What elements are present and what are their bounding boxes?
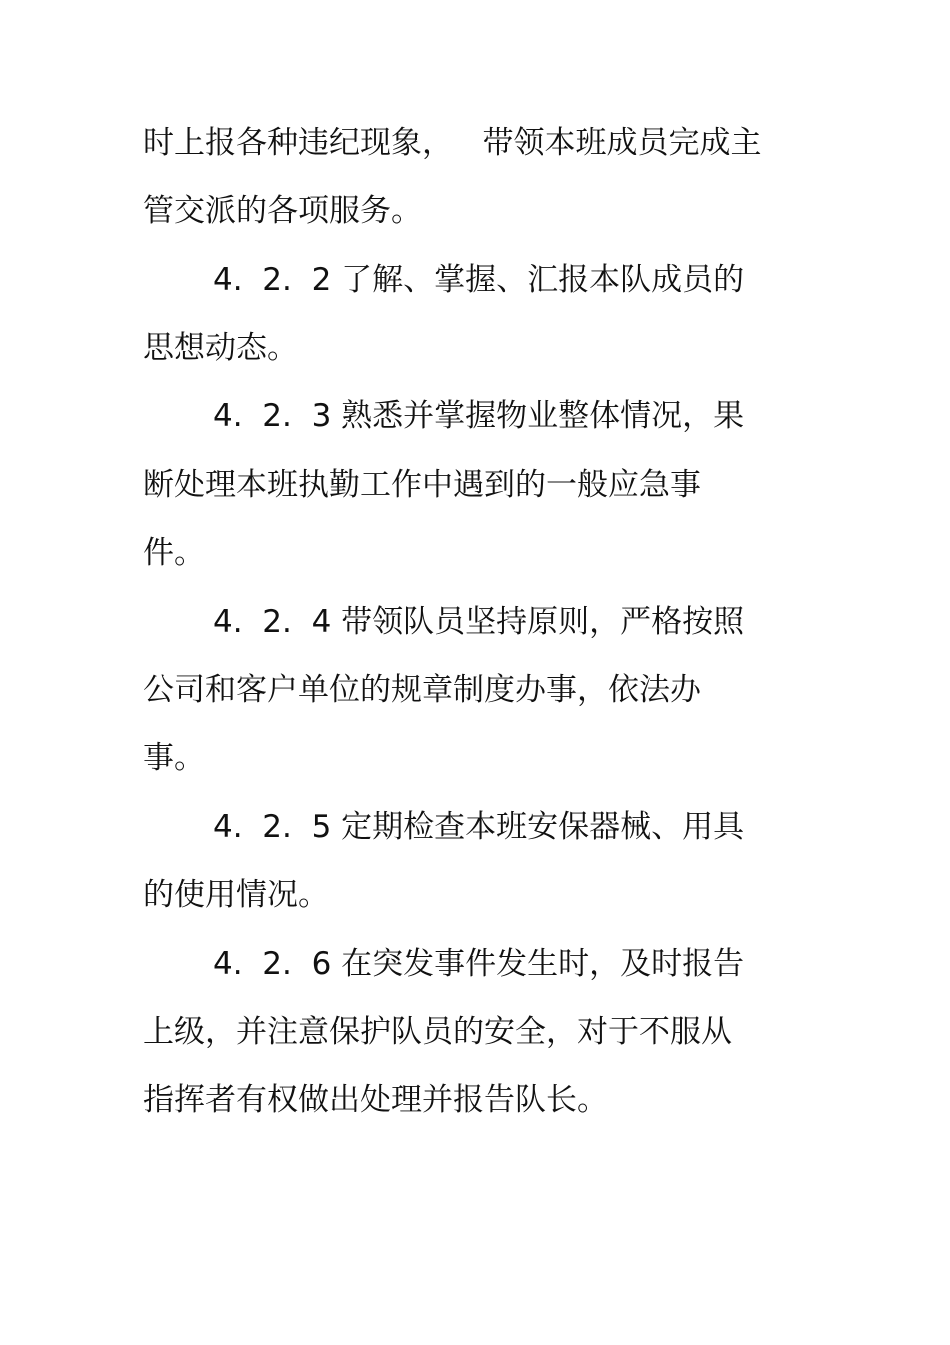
text-line: 件。 — [143, 535, 205, 571]
text-line: 的使用情况。 — [143, 877, 329, 913]
text-line: 上级，并注意保护队员的安全，对于不服从 — [143, 1014, 732, 1050]
clause-4-2-3: 4. 2. 3 熟悉并掌握物业整体情况，果 — [213, 398, 745, 434]
text-line: 指挥者有权做出处理并报告队长。 — [143, 1082, 608, 1118]
clause-4-2-2: 4. 2. 2 了解、掌握、汇报本队成员的 — [213, 262, 745, 298]
clause-4-2-6: 4. 2. 6 在突发事件发生时，及时报告 — [213, 946, 745, 982]
text-line: 思想动态。 — [143, 330, 298, 366]
text-line: 管交派的各项服务。 — [143, 193, 422, 229]
text-line: 时上报各种违纪现象， 带领本班成员完成主 — [143, 125, 762, 161]
clause-4-2-4: 4. 2. 4 带领队员坚持原则，严格按照 — [213, 604, 745, 640]
text-line: 断处理本班执勤工作中遇到的一般应急事 — [143, 467, 701, 503]
clause-4-2-5: 4. 2. 5 定期检查本班安保器械、用具 — [213, 809, 745, 845]
text-line: 公司和客户单位的规章制度办事，依法办 — [143, 672, 701, 708]
text-line: 事。 — [143, 740, 205, 776]
